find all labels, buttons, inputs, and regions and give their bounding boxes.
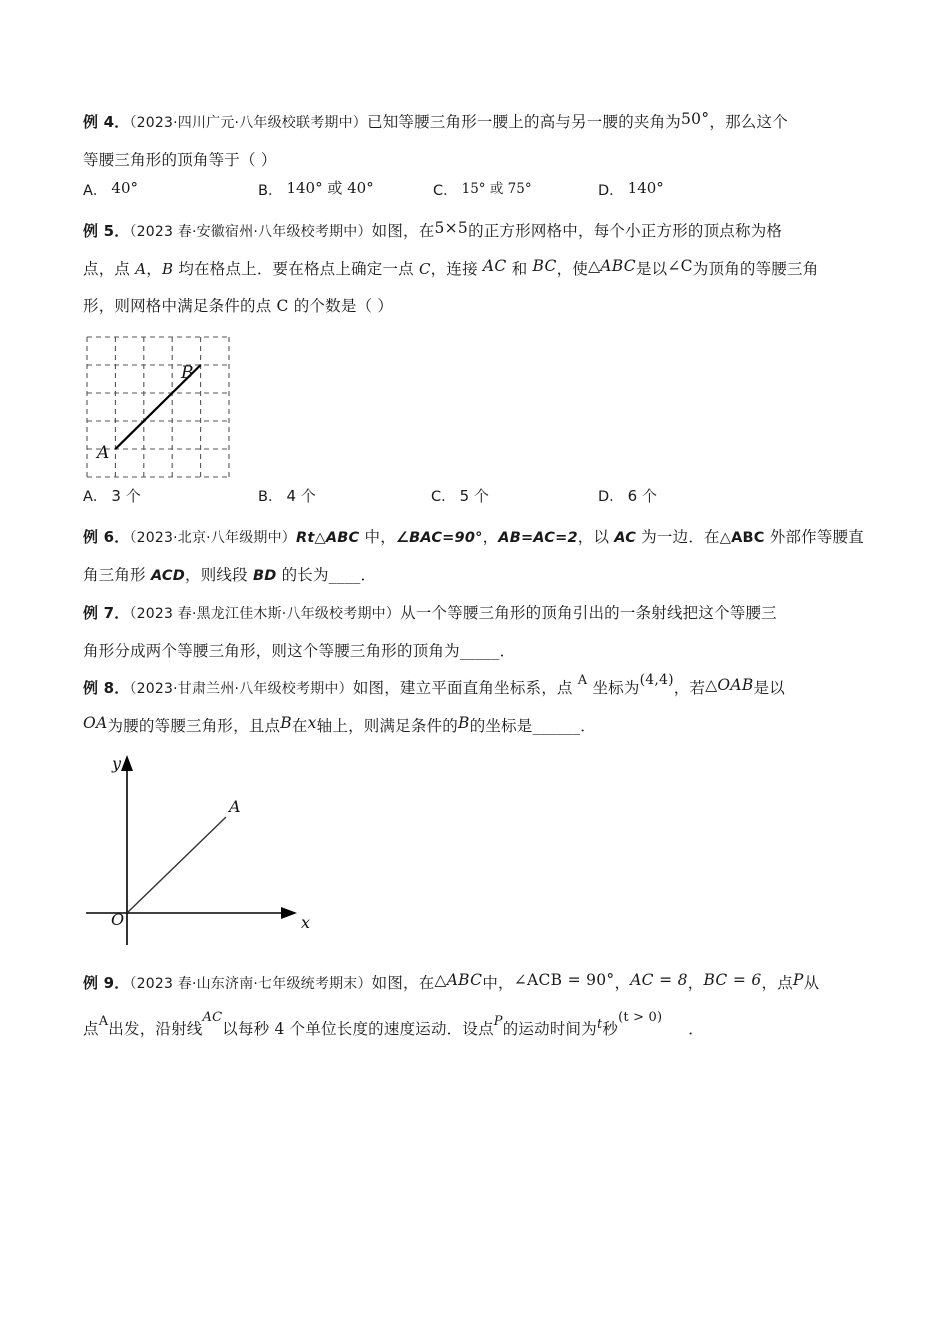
problem-ex7 — [83, 595, 873, 670]
ex5-l2-p8: 为顶角的等腰三角 — [692, 260, 819, 278]
ex4-source: （2023·四川广元·八年级校联考期中） — [129, 115, 367, 131]
ex8-l1-p3: ，若 — [673, 679, 706, 697]
ex5-l2-p5: 和 — [506, 260, 533, 278]
ex7-source: （2023 春·黑龙江佳木斯·八年级校考期中） — [129, 606, 401, 622]
x-axis-label: x — [301, 913, 311, 932]
ex8-source: （2023·甘肃兰州·八年级校考期中） — [129, 681, 353, 697]
ex6-l2-p3: 的长为 — [276, 566, 329, 584]
ex4-stem-part2: ，那么这个 — [709, 113, 788, 131]
ex9-l2-p3: 以每秒 4 个单位长度的速度运动．设点 — [222, 1020, 494, 1038]
ex5-stem-part1: 如图，在 — [371, 222, 435, 240]
ex4-option-a-value: 40° — [111, 179, 139, 197]
ex5-grid-size-formula: 5×5 — [434, 219, 469, 237]
ex5-l2-p7: 是以 — [635, 260, 668, 278]
ex8-triangle-oab: △OAB — [705, 676, 754, 694]
ex8-l2-end: ． — [580, 717, 596, 735]
ex4-stem-line2 — [83, 142, 873, 179]
y-axis-arrow — [121, 755, 133, 771]
ex6-answer-blank[interactable]: ____ — [328, 566, 361, 584]
ex5-l2-p6: ，使 — [556, 260, 589, 278]
ex5-l2-p3: 均在格点上．要在格点上确定一点 — [173, 260, 419, 278]
ex8-l1-p2: 坐标为 — [587, 679, 640, 697]
ex9-point-p2: P — [493, 1014, 503, 1029]
ex4-option-b-key: B． — [258, 183, 283, 199]
ex6-t2: ， — [482, 528, 499, 546]
ex8-l2-p1: 为腰的等腰三角形，且点 — [107, 717, 281, 735]
ex9-ray-ac: AC — [202, 1010, 223, 1025]
ex8-answer-blank[interactable]: ______ — [532, 717, 581, 735]
ex6-stem-line2 — [83, 557, 873, 595]
ex7-l2-p1: 角形分成两个等腰三角形，则这个等腰三角形的顶角为 — [83, 642, 460, 660]
ex8-figure-wrap — [83, 753, 873, 965]
ex5-option-d-value: 6 个 — [627, 487, 657, 505]
ex7-l1-text: 从一个等腰三角形的顶角引出的一条射线把这个等腰三 — [400, 604, 777, 622]
ex5-triangle-abc: △ABC — [588, 257, 636, 275]
ex4-option-d-key: D． — [598, 183, 624, 199]
ex4-stem-formula: 50° — [681, 110, 710, 128]
ex5-source: （2023 春·安徽宿州·八年级校考期中） — [129, 224, 372, 240]
ex5-option-c-key: C． — [431, 489, 456, 505]
ex9-l2-p1: 点 — [83, 1020, 99, 1038]
ex5-option-a-key: A． — [83, 489, 108, 505]
ex8-point-b2: B — [457, 714, 470, 732]
ex4-option-a[interactable] — [83, 179, 138, 200]
ex4-option-c-key: C． — [433, 183, 458, 199]
ex5-stem-line2 — [83, 251, 873, 288]
ex6-seg-bd: BD — [252, 568, 277, 584]
ex5-option-b-key: B． — [258, 489, 283, 505]
ex4-option-d-value: 140° — [627, 179, 664, 197]
ex9-stem-line2 — [83, 1003, 873, 1057]
ex5-seg-ac: AC — [482, 257, 507, 275]
ex9-source: （2023 春·山东济南·七年级统考期末） — [129, 976, 372, 992]
ex7-stem-line1 — [83, 595, 873, 633]
ex5-options — [83, 485, 873, 519]
ex6-source: （2023·北京·八年级期中） — [129, 530, 296, 546]
ex9-l1-s2: ， — [687, 974, 704, 992]
ex4-options — [83, 179, 873, 213]
ex4-option-a-key: A． — [83, 183, 108, 199]
ex9-triangle-abc: △ABC — [434, 971, 483, 989]
ex6-triangle-abc: △ABC — [719, 530, 765, 546]
ex9-bc-length: BC = 6 — [703, 971, 762, 989]
ex5-option-b-value: 4 个 — [286, 487, 316, 505]
ex8-stem-line2 — [83, 708, 873, 745]
ex8-point-b: B — [280, 714, 292, 732]
ex5-l2-p2: ， — [146, 260, 162, 278]
y-axis-label: y — [112, 754, 122, 773]
ex5-point-b: B — [161, 260, 174, 278]
ex9-l1-p1: 如图，在 — [371, 974, 435, 992]
ex5-option-b[interactable] — [258, 485, 316, 506]
x-axis-arrow — [281, 907, 297, 919]
ex6-label: 例 6． — [83, 528, 130, 546]
ex5-stem-line1 — [83, 213, 873, 251]
grid-point-a-label: A — [97, 443, 110, 463]
ex4-option-d[interactable] — [598, 179, 664, 200]
ex8-label: 例 8． — [83, 679, 130, 697]
ex9-l2-p5: 秒 — [602, 1020, 619, 1038]
ex7-label: 例 7． — [83, 604, 130, 622]
ex7-l2-end: ． — [499, 642, 516, 660]
ex5-option-c-value: 5 个 — [459, 487, 489, 505]
ex9-ac-length: AC = 8 — [630, 971, 688, 989]
ex5-stem-part2: 的正方形网格中，每个小正方形的顶点称为格 — [468, 222, 783, 240]
ex6-seg-ac: AC — [614, 530, 637, 546]
ex8-stem-line1 — [83, 670, 873, 708]
ex4-option-c-value: 15° 或 75° — [461, 181, 532, 197]
ex9-l1-p2: 中， — [482, 974, 514, 992]
worksheet-content — [83, 104, 873, 1057]
ex4-option-b-value: 140° 或 40° — [286, 179, 374, 197]
ex9-point-a: A — [98, 1014, 109, 1029]
ex5-option-d[interactable] — [598, 485, 657, 506]
ex9-point-p: P — [792, 971, 804, 989]
ex6-t3: ，以 — [577, 528, 615, 546]
ex5-point-c: C — [418, 260, 431, 278]
ex8-seg-oa: OA — [83, 714, 108, 732]
ex5-option-a-value: 3 个 — [111, 487, 141, 505]
ex9-l2-p2: 出发，沿射线 — [108, 1020, 203, 1038]
ex5-option-d-key: D． — [598, 489, 624, 505]
ex6-rt-triangle: Rt△ABC — [296, 530, 360, 546]
ex9-label: 例 9． — [83, 974, 130, 992]
ex9-l2-p4: 的运动时间为 — [502, 1020, 597, 1038]
problem-ex5 — [83, 213, 873, 519]
ex7-stem-line2 — [83, 633, 873, 670]
ex8-x-axis-var: x — [307, 714, 317, 732]
ex5-angle-c: ∠C — [667, 257, 693, 275]
ex8-coord-a: (4,4) — [639, 672, 674, 688]
ex8-l1-p4: 是以 — [753, 679, 786, 697]
ex5-option-a[interactable] — [83, 485, 141, 506]
ex8-figure-spacer — [83, 745, 873, 753]
ex9-l1-s3: ，点 — [761, 974, 793, 992]
ex4-option-b[interactable] — [258, 179, 374, 200]
problem-ex9 — [83, 965, 873, 1057]
ex6-t4: 为一边．在 — [636, 528, 720, 546]
ex6-t5: 外部作等腰直 — [764, 528, 864, 546]
ex5-point-a: A — [135, 260, 147, 278]
ray-oa — [127, 817, 226, 913]
square-grid-figure — [83, 333, 283, 483]
ex6-stem-line1 — [83, 519, 873, 557]
ex4-label: 例 4． — [83, 113, 130, 131]
ex9-time-t: t — [596, 1017, 603, 1032]
ex8-l2-p4: 的坐标是 — [469, 717, 533, 735]
problem-ex4 — [83, 104, 873, 213]
ex5-option-c[interactable] — [431, 485, 489, 506]
ex9-l2-end: ． — [688, 1020, 704, 1038]
ex5-label: 例 5． — [83, 222, 130, 240]
origin-label: O — [111, 910, 125, 929]
ex5-stem-line3 — [83, 288, 873, 325]
ex4-stem-line2-text: 等腰三角形的顶角等于（ ） — [83, 151, 277, 169]
ex5-seg-bc: BC — [532, 257, 557, 275]
ex5-l3-text: 形，则网格中满足条件的点 C 的个数是（ ） — [83, 297, 394, 315]
ex9-l1-s1: ， — [614, 974, 631, 992]
ex6-triangle-acd: ACD — [150, 568, 185, 584]
ex8-l2-p2: 在 — [291, 717, 308, 735]
ex5-l2-p1: 点，点 — [83, 260, 136, 278]
ex5-figure-wrap — [83, 333, 873, 485]
ex6-t1: 中， — [359, 528, 396, 546]
ex4-stem-line1 — [83, 104, 873, 142]
ex9-angle-acb: ∠ACB = 90° — [513, 971, 615, 989]
point-a-label: A — [229, 797, 241, 816]
ex8-point-a: A — [577, 673, 588, 688]
problem-ex8 — [83, 670, 873, 965]
ex6-l2-p1: 角三角形 — [83, 566, 151, 584]
ex9-stem-line1 — [83, 965, 873, 1003]
ex7-answer-blank[interactable]: _____ — [459, 642, 500, 660]
problem-ex6 — [83, 519, 873, 595]
ex9-condition-t: (t > 0) — [618, 1010, 663, 1025]
ex6-l2-p2: ，则线段 — [185, 566, 253, 584]
ex5-l2-p4: ，连接 — [430, 260, 483, 278]
ex6-ab-ac: AB=AC=2 — [498, 530, 578, 546]
ex4-stem-part1: 已知等腰三角形一腰上的高与另一腰的夹角为 — [367, 113, 682, 131]
ex8-l1-p1: 如图，建立平面直角坐标系，点 — [352, 679, 578, 697]
grid-point-b-label: B — [181, 363, 194, 383]
ex6-angle-bac: ∠BAC=90° — [395, 530, 483, 546]
ex6-l2-end: ． — [360, 566, 377, 584]
ex8-l2-p3: 轴上，则满足条件的 — [316, 717, 458, 735]
ex9-l1-p3: 从 — [803, 974, 820, 992]
ex5-figure-spacer — [83, 325, 873, 333]
ex4-option-c[interactable] — [433, 179, 532, 200]
